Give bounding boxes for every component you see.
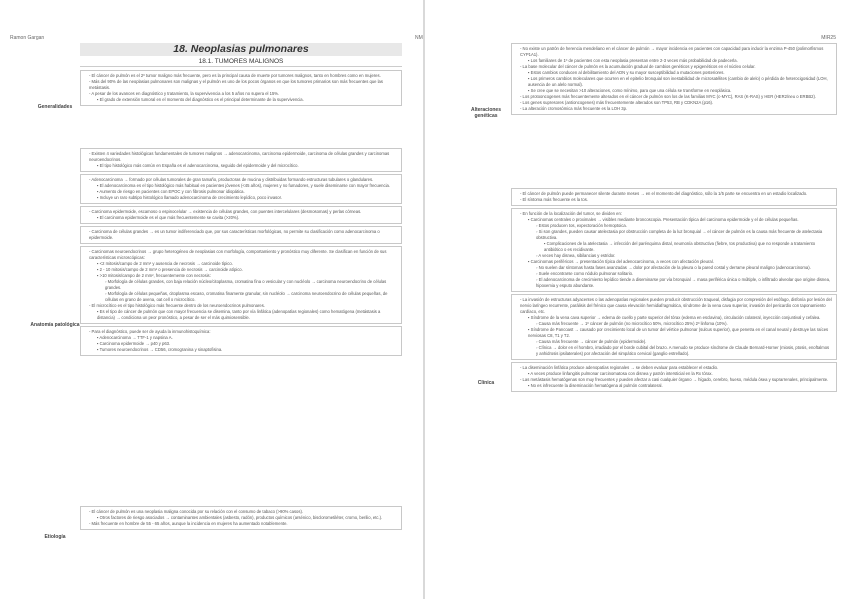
text-line: ▪ Se cree que se necesitan >10 alteraciones, como mínimo, para que una célula se transforme en neoplásica. (528, 88, 732, 93)
content-box (511, 43, 837, 115)
text-line: ▪ Síndrome de la vena cava superior → edema de cuello y parte superior del tórax (edema en esclavina), circulación colateral, inyección conjuntival y cefalea. (528, 315, 821, 320)
content-box (80, 506, 402, 530)
text-line: ◦ El adenocarcinoma de crecimiento lepídico tiende a diseminarse por vía bronquial → masa periférica única o múltiple, o infiltrado alveolar que origine disnea, hipoxemia y esputo abundante. (536, 277, 831, 288)
text-line: ▪ Carcinomas periféricos → presentación típica del adenocarcinoma, a veces con afectación pleural. (528, 259, 714, 264)
text-line: - Los protooncogenes más frecuentemente alterados en el cáncer de pulmón son los de las familias MYC (c-MYC), RAS (K-RAS) y HER (HER2/neu o ERBB2). (520, 94, 817, 99)
text-line: ▪ Los familiares de 1º de pacientes con esta neoplasia presentan entre 2-3 veces más probabilidad de padecerla. (528, 58, 738, 63)
text-line: - Carcinoma epidermoide, escamoso o espinocelular → existencia de células grandes, con puentes intercelulares (desmosomas) y perlas córneas. (89, 209, 362, 214)
text-line: ▪ 2 - 10 mitosis/campo de 2 mm² o presencia de necrosis → carcinoide atípico. (97, 267, 243, 272)
text-line: ◦ Morfología de células grandes, con baja relación núcleo/citoplasma, cromatina fina o vesicular y con nucléolo → carcinoma neuroendocrino de células grandes. (105, 279, 387, 290)
text-line: ▪ Tumores neuroendocrinos → CD56, cromogranina y sinaptofisina. (97, 347, 223, 352)
content-box (80, 206, 402, 224)
text-line: - El cáncer de pulmón puede permanecer silente durante meses → en el momento del diagnóstico, sólo la 1/5 parte se encuentra en un estadio localizado. (520, 191, 808, 196)
text-line: ▪ <2 mitosis/campo de 2 mm² y ausencia de necrosis → carcinoide típico. (97, 261, 233, 266)
left-page (0, 0, 423, 599)
text-line: ▪ Síndrome de Pancoast → causado por crecimiento local de un tumor del vértice pulmonar (sulcus superior), que penetra en el canal neural y destruye las raíces nerviosas C8, T1 y T2. (528, 327, 829, 338)
section-label: Alteraciones genéticas (470, 107, 501, 119)
text-line: - El síntoma más frecuente es la tos. (520, 197, 588, 202)
text-line: ▪ El tipo histológico más común en España es el adenocarcinoma, seguido del epidermoide y del microcítico. (97, 163, 299, 168)
section-label: Etiología (44, 534, 66, 540)
text-line: - Más del 90% de las neoplasias pulmonares son malignas y el pulmón es uno de los pocos órganos en que los tumores primarios son más frecuentes que las metástasis. (89, 79, 383, 90)
text-line: ▪ El adenocarcinoma es el tipo histológico más habitual en pacientes jóvenes (<45 años), mujeres y no fumadores, y suele diseminarse con mayor frecuencia. (97, 183, 391, 188)
text-line: ◦ Suele encontrarse como nódulo pulmonar solitario. (536, 271, 634, 276)
text-line: - La alteración cromosómica más frecuente es la LOH 3p. (520, 106, 628, 111)
text-line: - La base molecular del cáncer de pulmón es la acumulación gradual de cambios genéticos y epigenéticos en el núcleo celular. (520, 64, 756, 69)
header-author: Ramon Gargan (10, 35, 45, 41)
text-line: ▪ El grado de extensión tumoral en el momento del diagnóstico es el principal determinante de la supervivencia. (97, 97, 304, 102)
text-line: ◦ Estos producen tos, expectoración hemoptoica. (536, 223, 627, 228)
text-line: - El cáncer de pulmón es una neoplasia maligna conocida por su relación con el consumo de tabaco (>90% casos). (89, 509, 304, 514)
content-box (511, 294, 837, 360)
section-row (461, 43, 837, 183)
text-line: - Adenocarcinoma → formado por células tumorales de gran tamaño, productoras de mucina y distribuidas formando estructuras tubulares o glandulares. (89, 177, 374, 182)
section-content (80, 506, 402, 568)
content-box (80, 246, 402, 324)
header-center: NM (415, 35, 423, 41)
content-box (80, 70, 402, 106)
content-box (80, 226, 402, 244)
text-line: - Los genes supresores (antioncogenes) más frecuentemente alterados son TP53, RB y CDKN2A (p16). (520, 100, 714, 105)
text-line: ▪ >10 mitosis/campo de 2 mm², frecuentemente con necrosis: (97, 273, 211, 278)
text-line: ▪ Estos cambios conducen al debilitamiento del ADN y su mayor susceptibilidad a mutaciones posteriores. (528, 70, 725, 75)
content-box (511, 362, 837, 392)
text-line: - Existen 4 variedades histológicas fundamentales de tumores malignos → adenocarcinoma, carcinoma epidermoide, carcinoma de células grandes y carcinomas neuroendocrinos. (89, 151, 390, 162)
section-row (461, 188, 837, 578)
text-line: - Para el diagnóstico, puede ser de ayuda la inmunohistoquímica: (89, 329, 211, 334)
text-line: ▪ Complicaciones de la atelectasia → infección del parénquima distal, neumonía obstructiva (fiebre, tos productiva) que no responde a tratamiento antibiótico o es recidivante. (544, 241, 816, 252)
text-line: ◦ Morfología de células pequeñas, citoplasma escaso, cromatina finamente granular, sin nucléolo → carcinoma neuroendocrino de células pequeñas, de células en grano de avena, oat cell o microcítico. (105, 291, 388, 302)
text-line: - No existe un patrón de herencia mendeliano en el cáncer de pulmón → mayor incidencia en pacientes con capacidad para inducir la enzima P-450 (polimorfismos CYP1A1). (520, 46, 824, 57)
text-line: ◦ No suelen dar síntomas hasta fases avanzadas → dolor por afectación de la pleura o la pared costal y derrame pleural maligno (adenocarcinoma). (536, 265, 811, 270)
text-line: - Más frecuente en hombre de 55 - 65 años, aunque la incidencia en mujeres ha aumentado notablemente. (89, 521, 288, 526)
right-page (415, 0, 848, 599)
section-content (80, 70, 402, 144)
text-line: ▪ No es infrecuente la diseminación hematógena al pulmón contralateral. (528, 383, 663, 388)
text-line: - La diseminación linfática produce adenopatías regionales → se deben evaluar para establecer el estadio. (520, 365, 719, 370)
text-line: - Carcinomas neuroendocrinos → grupo heterogéneo de neoplasias con morfología, comportamiento y pronóstico muy diferente. Se clasifican en función de sus características microscópicas: (89, 249, 387, 260)
section-content (511, 188, 837, 578)
content-box (511, 208, 837, 292)
section-content (80, 148, 402, 502)
section-row (30, 70, 402, 144)
text-line: ▪ Incluye un raro subtipo histológico llamado adenocarcinoma de crecimiento lepídico, poco invasor. (97, 195, 282, 200)
text-line: ▪ Adenocarcinoma → TTF-1 y napsina A. (97, 335, 173, 340)
content-box (80, 148, 402, 172)
section-row (30, 148, 402, 502)
section-label: Generalidades (37, 104, 73, 110)
text-line: - En función de la localización del tumor, se dividen en: (520, 211, 622, 216)
section-label: Anatomía patológica (30, 322, 80, 328)
text-line: - Carcinoma de células grandes → es un tumor indiferenciado que, por sus características morfológicas, no permite su clasificación como adenocarcinoma o epidermoide. (89, 229, 380, 240)
text-line: ◦ Si son grandes, pueden causar atelectasia por obstrucción completa de la luz bronquial → el cáncer de pulmón es la causa más frecuente de atelectasia obstructiva. (536, 229, 823, 240)
text-line: - Las metástasis hematógenas son muy frecuentes y pueden afectar a casi cualquier órgano → hígado, cerebro, hueso, médula ósea y suprarrenales, principalmente. (520, 377, 829, 382)
header-right: MIR25 (821, 35, 836, 41)
content-box (80, 174, 402, 204)
text-line: ◦ A veces hay disnea, sibilancias y estridor. (536, 253, 616, 258)
text-line: ▪ El carcinoma epidermoide es el que más frecuentemente se cavita (>20%). (97, 215, 240, 220)
text-line: ▪ A veces produce linfangitis pulmonar carcinomatosa con disnea y patrón intersticial en la Rx tórax. (528, 371, 713, 376)
text-line: ▪ Otros factores de riesgo asociados → contaminantes ambientales (asbesto, radón), productos químicos (arsénico, bisclorometiléter, cromo, berilio, etc.). (97, 515, 383, 520)
page-title: 18. Neoplasias pulmonares (80, 43, 402, 56)
text-line: - La invasión de estructuras adyacentes o las adenopatías regionales pueden producir obstrucción traqueal, disfagia por compresión del esófago, disfonía por lesión del nervio laríngeo recurrente, parálisis del frénico que causa elevación hemidiafragmática, síndrome de la vena cava superior, invasión del pericardio con taponamiento cardíaco, etc. (520, 297, 832, 314)
text-line: - A pesar de los avances en diagnóstico y tratamiento, la supervivencia a los 5 años no supera el 15%. (89, 91, 280, 96)
text-line: ◦ Clínica → dolor en el hombro, irradiado por el borde cubital del brazo. A menudo se produce síndrome de Claude Bernard-Horner (miosis, ptosis, enoftalmos y anhidrosis ipsilaterales) por afectación del simpático cervical (ganglio estrellado). (536, 345, 830, 356)
section-subtitle: 18.1. TUMORES MALIGNOS (80, 57, 402, 67)
content-box (80, 326, 402, 356)
text-line: - El cáncer de pulmón es el 2º tumor maligno más frecuente, pero es la principal causa de muerte por tumores malignos, tanto en hombres como en mujeres. (89, 73, 381, 78)
text-line: ◦ Causa más frecuente → 1º cáncer de pulmón (no microcítico 50%, microcítico 25%) 2º linfoma (10%). (536, 321, 728, 326)
text-line: ▪ Carcinoma epidermoide → p40 y p63. (97, 341, 171, 346)
text-line: ▪ Los primeros cambios moleculares que ocurren en el epitelio bronquial son inestabilidad de microsatélites (cambio de alelo) o pérdida de heterocigosidad (LOH, ausencia de un alelo normal). (528, 76, 828, 87)
section-row (30, 506, 402, 568)
text-line: - El microcítico es el tipo histológico más frecuente dentro de los neuroendocrinos pulmonares. (89, 303, 265, 308)
section-content (511, 43, 837, 183)
text-line: ▪ Carcinomas centrales o proximales → visibles mediante broncoscopia. Presentación típica del carcinoma epidermoide y el de células pequeñas. (528, 217, 799, 222)
text-line: ▪ Aumento de riesgo en pacientes con EPOC y con fibrosis pulmonar idiopática. (97, 189, 245, 194)
text-line: ◦ Causa más frecuente → cáncer de pulmón (epidermoide). (536, 339, 647, 344)
section-label: Clínica (477, 380, 495, 386)
text-line: ▪ Es el tipo de cáncer de pulmón que con mayor frecuencia se disemina, tanto por vía linfática (adenopatías regionales) como hematógena (metástasis a distancia) → condiciona un peor pronóstico, a pesar de ser el más quimiosensible. (97, 309, 381, 320)
content-box (511, 188, 837, 206)
